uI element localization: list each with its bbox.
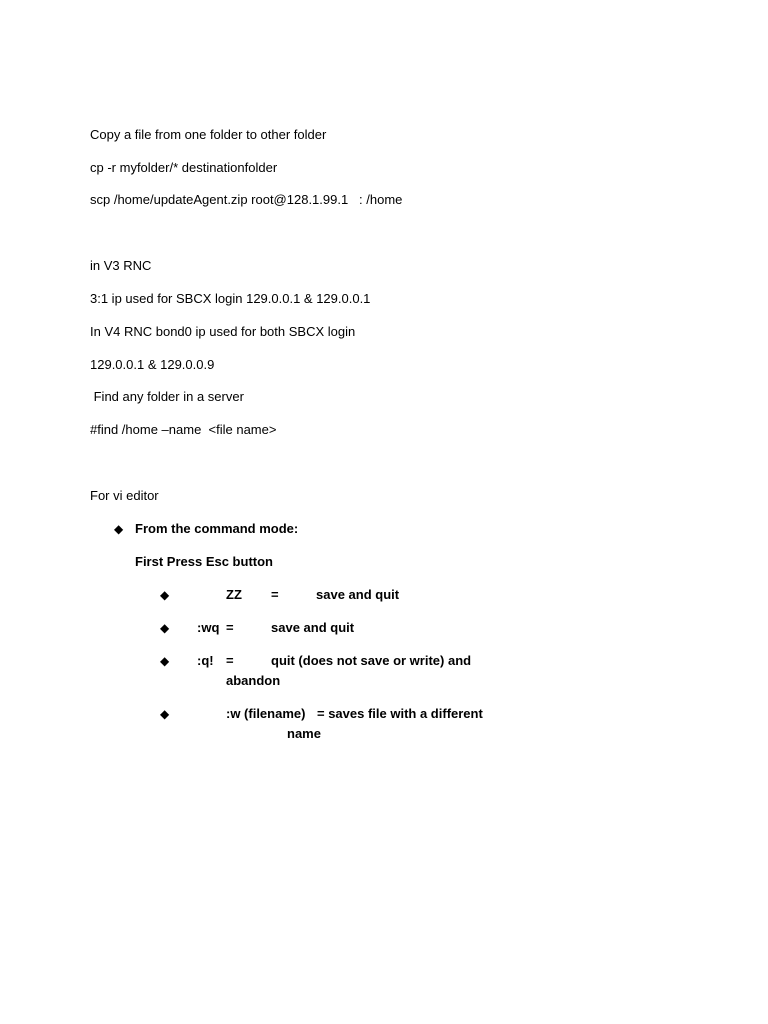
command-mode-label: From the command mode:	[135, 521, 299, 536]
vi-heading: For vi editor	[90, 488, 159, 503]
diamond-bullet-icon: ◆	[160, 707, 170, 721]
diamond-bullet-icon: ◆	[114, 522, 124, 536]
copy-heading: Copy a file from one folder to other folder	[90, 127, 327, 142]
command-equals: =	[271, 587, 279, 602]
command-key: ZZ	[226, 587, 242, 602]
command-key: :w (filename)	[226, 706, 306, 721]
command-desc: quit (does not save or write) and	[271, 653, 472, 668]
diamond-bullet-icon: ◆	[160, 621, 170, 635]
find-heading: Find any folder in a server	[90, 389, 244, 404]
command-equals: =	[226, 620, 234, 635]
v3-rnc-line: in V3 RNC	[90, 258, 152, 273]
cp-command: cp -r myfolder/* destinationfolder	[90, 160, 278, 175]
diamond-bullet-icon: ◆	[160, 654, 170, 668]
v3-ip-line: 3:1 ip used for SBCX login 129.0.0.1 & 129.0.0.1	[90, 291, 371, 306]
first-press-label: First Press Esc button	[135, 554, 273, 569]
command-desc-continued: abandon	[226, 673, 281, 688]
command-equals: =	[226, 653, 234, 668]
command-desc-continued: name	[287, 726, 321, 741]
find-command: #find /home –name <file name>	[90, 422, 277, 437]
command-key: :q!	[197, 653, 214, 668]
diamond-bullet-icon: ◆	[160, 588, 170, 602]
command-desc: save and quit	[271, 620, 355, 635]
command-desc: = saves file with a different	[317, 706, 483, 721]
v4-rnc-line: In V4 RNC bond0 ip used for both SBCX login	[90, 324, 356, 339]
v4-ips-line: 129.0.0.1 & 129.0.0.9	[90, 357, 215, 372]
scp-command: scp /home/updateAgent.zip root@128.1.99.1 : /home	[90, 192, 403, 207]
command-key: :wq	[197, 620, 220, 635]
command-desc: save and quit	[316, 587, 400, 602]
